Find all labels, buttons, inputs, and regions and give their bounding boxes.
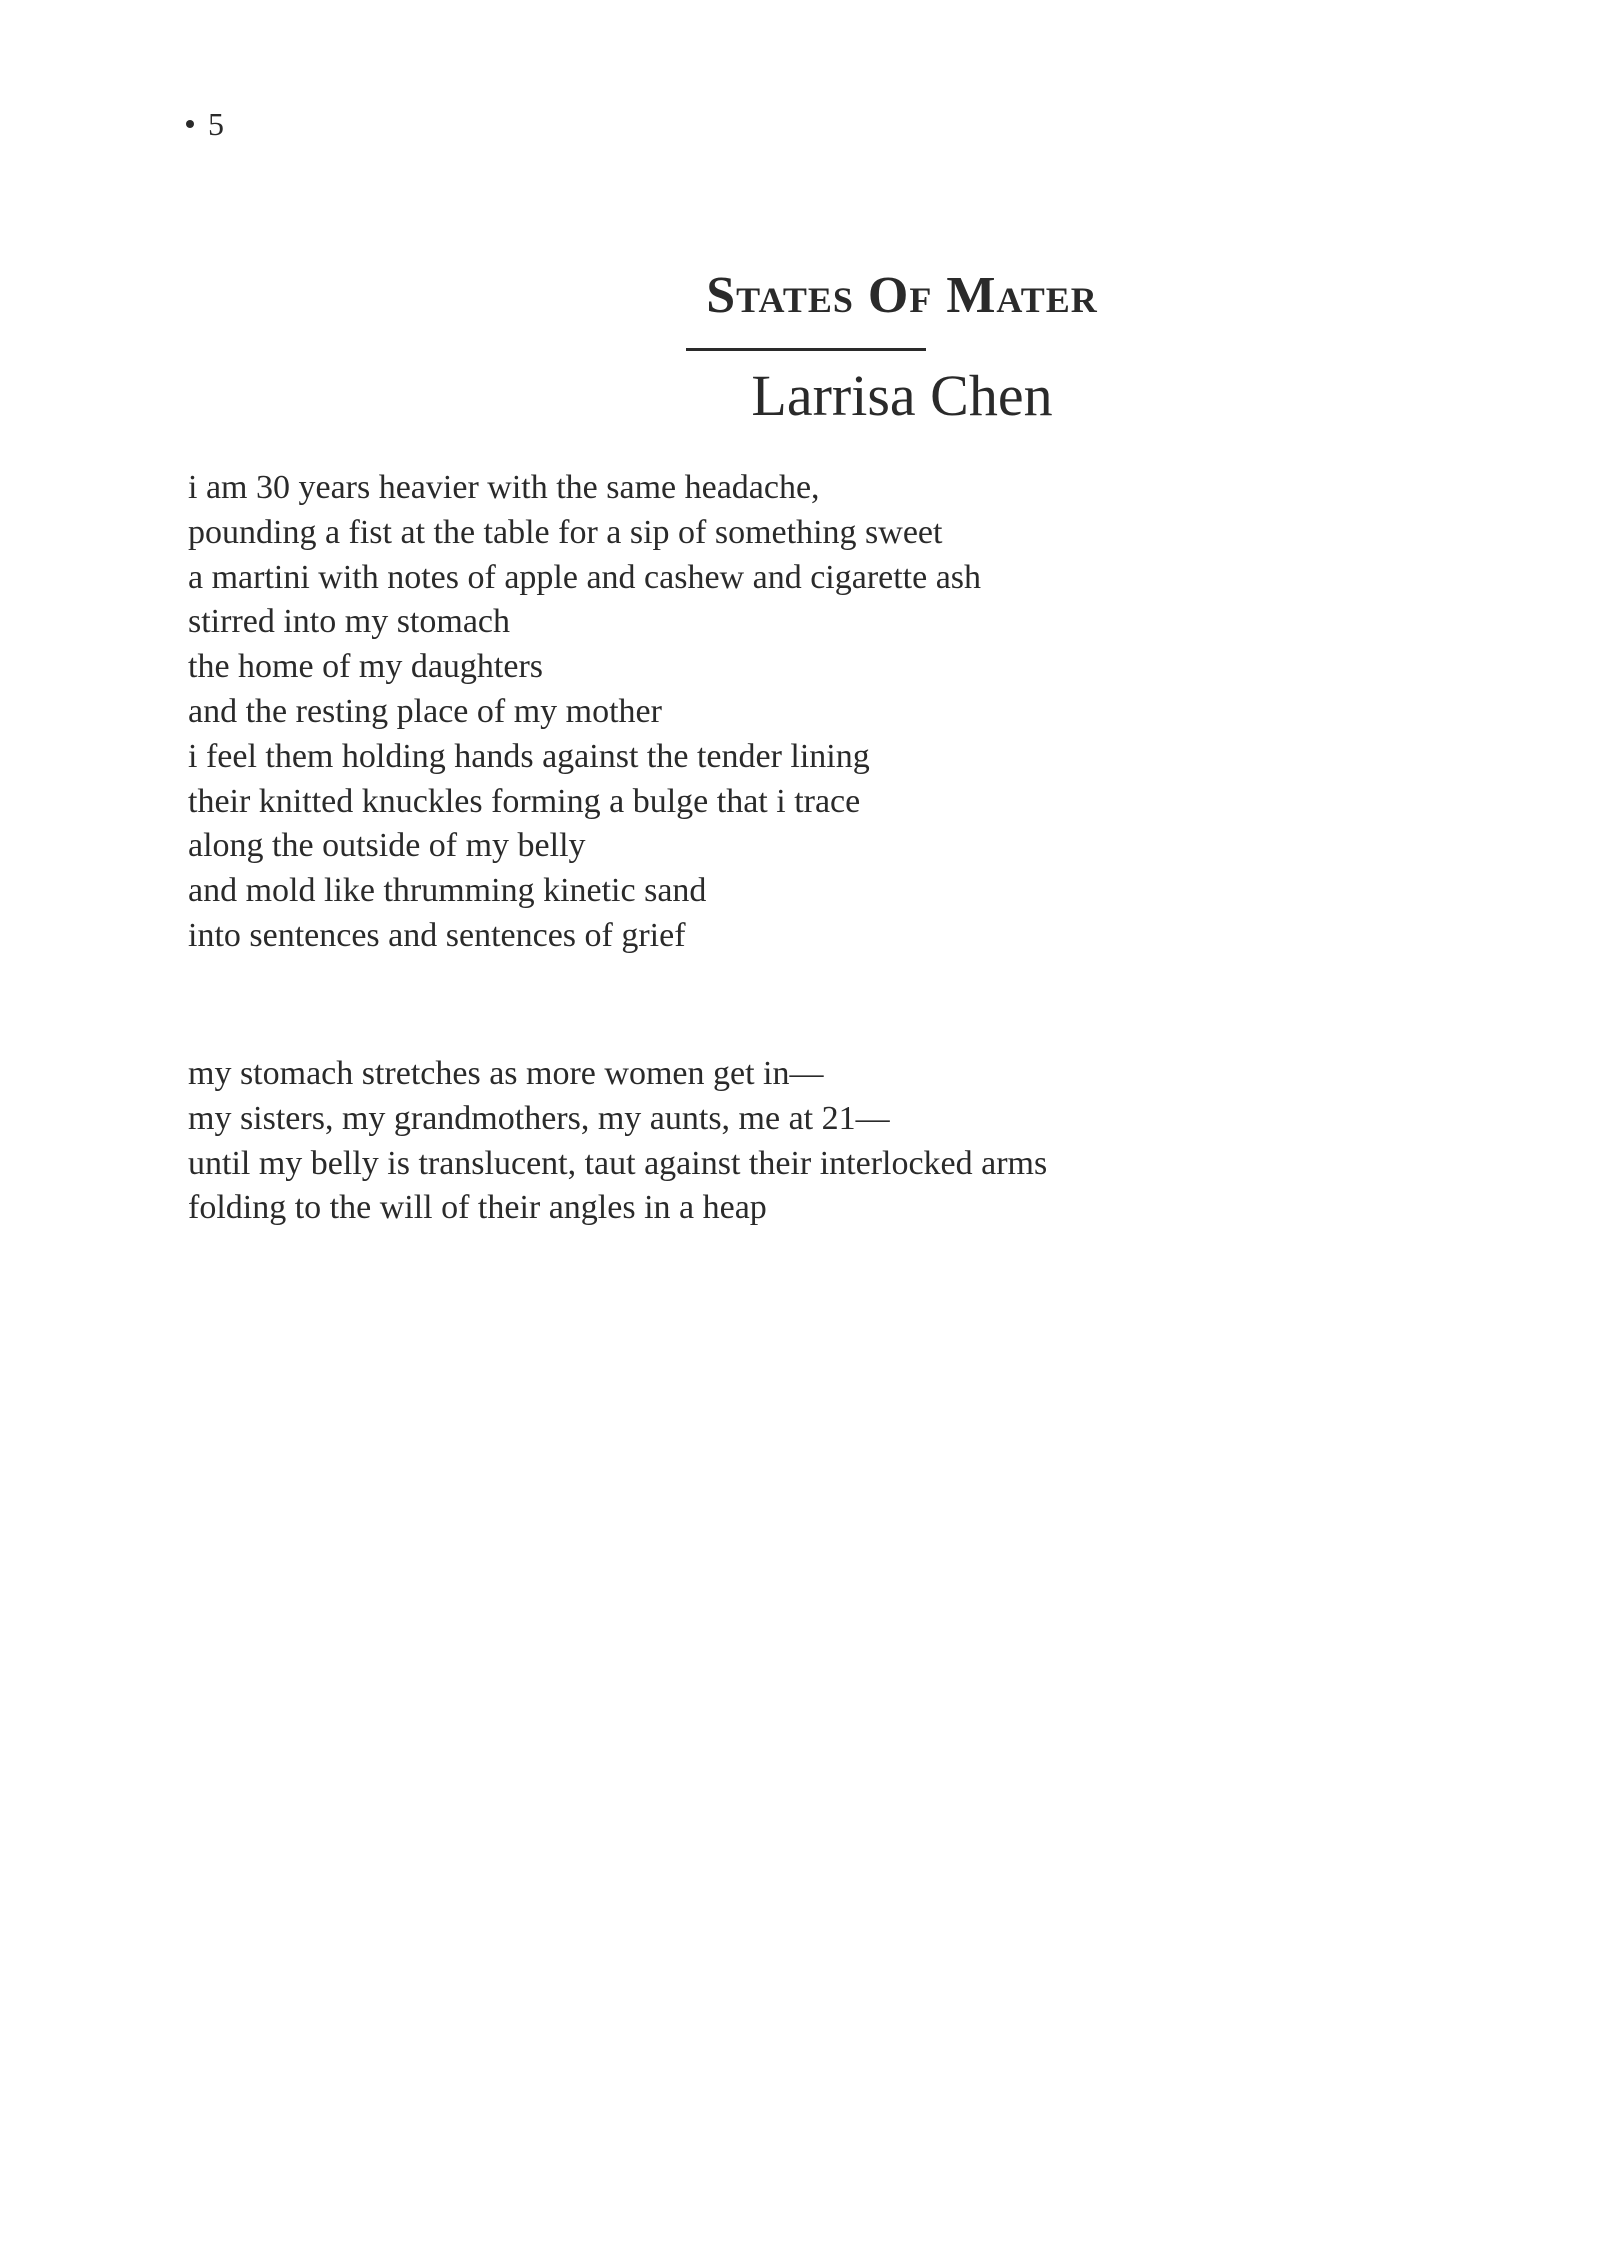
stanza-1 bbox=[188, 466, 981, 959]
poem-line: i feel them holding hands against the tender lining bbox=[188, 737, 870, 775]
poem-line: and mold like thrumming kinetic sand bbox=[188, 872, 707, 910]
poem-line: along the outside of my belly bbox=[188, 827, 586, 865]
poem-line: my stomach stretches as more women get in— bbox=[188, 1055, 824, 1092]
page-number-text: 5 bbox=[208, 106, 224, 142]
poem-line: and the resting place of my mother bbox=[188, 692, 662, 730]
poem-line: folding to the will of their angles in a heap bbox=[188, 1189, 767, 1227]
page-number bbox=[186, 104, 224, 144]
poem-line: pounding a fist at the table for a sip of something sweet bbox=[188, 513, 943, 551]
poem-line: the home of my daughters bbox=[188, 648, 544, 686]
poem-line: their knitted knuckles forming a bulge that i trace bbox=[188, 782, 861, 820]
poem-line: into sentences and sentences of grief bbox=[188, 916, 686, 954]
stanza-2 bbox=[188, 1052, 1047, 1231]
bullet-icon bbox=[186, 120, 194, 128]
poem-line: i am 30 years heavier with the same headache, bbox=[188, 469, 820, 506]
poem-line: until my belly is translucent, taut against their interlocked arms bbox=[188, 1144, 1048, 1182]
poem-author: Larrisa Chen bbox=[751, 363, 1053, 428]
title-divider bbox=[686, 348, 926, 351]
poem-line: a martini with notes of apple and cashew and cigarette ash bbox=[188, 558, 982, 596]
poem-line: stirred into my stomach bbox=[188, 603, 511, 641]
poem-title: States Of Mater bbox=[706, 267, 1098, 324]
poem-line: my sisters, my grandmothers, my aunts, me at 21— bbox=[188, 1099, 890, 1137]
